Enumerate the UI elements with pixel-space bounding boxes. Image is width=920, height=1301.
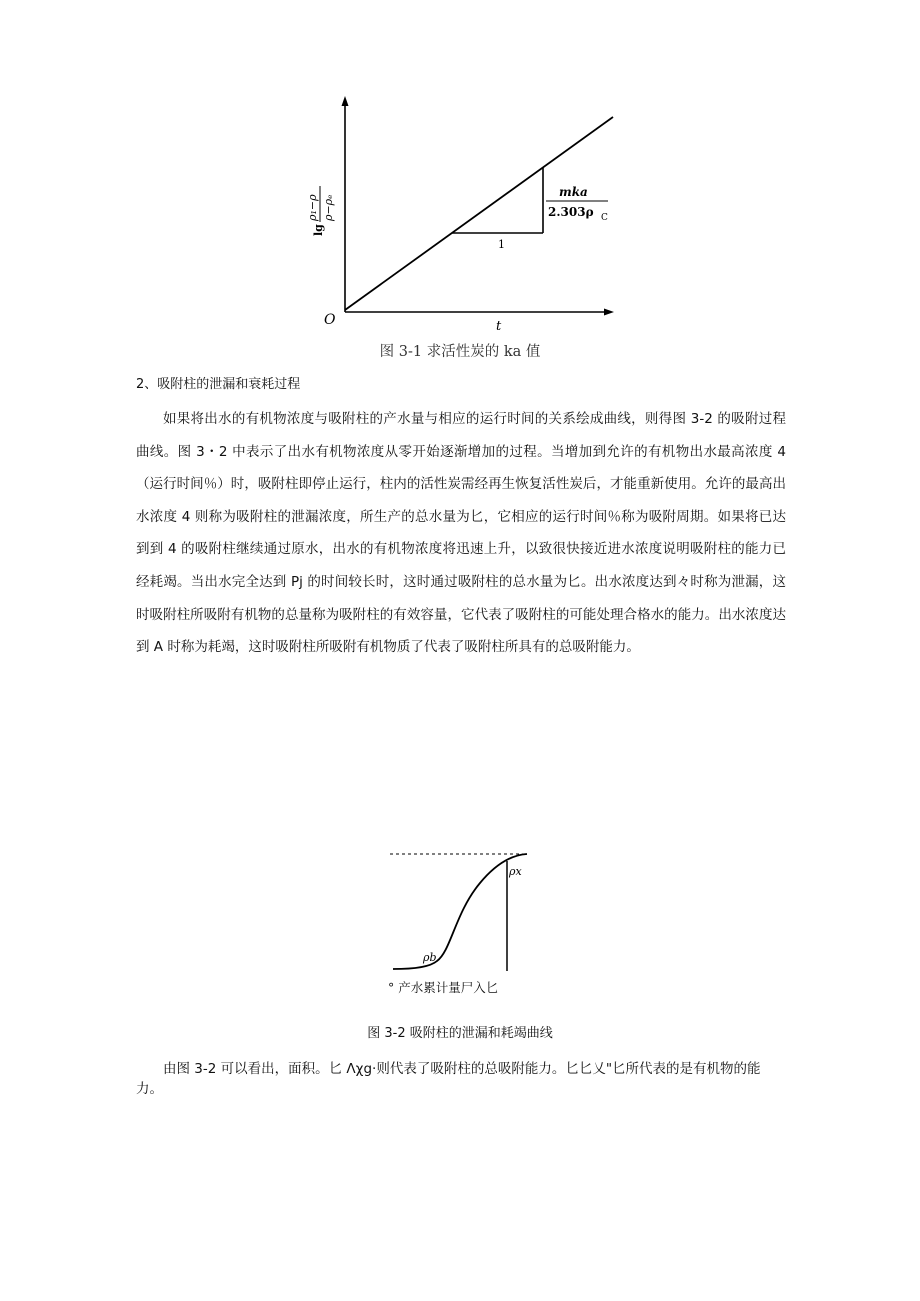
figure-3-2-caption: 图 3-2 吸附柱的泄漏和耗竭曲线 xyxy=(367,1026,553,1041)
slope-run-label: 1 xyxy=(498,238,505,251)
x-axis-label: t xyxy=(496,319,502,334)
y-axis-denominator: ρ−ρₑ xyxy=(322,194,335,221)
figure-3-2-x-label: ° 产水累计量尸入匕 xyxy=(388,980,499,995)
slope-rise-subscript: C xyxy=(601,213,608,223)
svg-text:lg: lg xyxy=(312,224,325,236)
body-paragraph-2: 由图 3-2 可以看出，面积。匕 Λχg·则代表了吸附柱的总吸附能力。匕匕乂"匕所代表的是有机物的能力。 xyxy=(136,1061,761,1097)
slope-rise-numerator: mka xyxy=(559,185,588,199)
origin-label: O xyxy=(324,312,336,328)
figure-3-2 xyxy=(385,843,535,978)
slope-rise-denominator: 2.303ρ xyxy=(548,205,594,219)
figure-3-1-chart xyxy=(290,88,640,338)
figure-3-1-caption: 图 3-1 求活性炭的 ka 值 xyxy=(379,344,541,360)
section-heading: 2、吸附柱的泄漏和衰耗过程 xyxy=(136,377,301,392)
y-axis-numerator: ρ₁−ρ xyxy=(306,194,319,221)
x-axis-arrow xyxy=(604,309,614,316)
rho-b-label: ρb xyxy=(423,951,437,964)
body-paragraph: 如果将出水的有机物浓度与吸附柱的产水量与相应的运行时间的关系绘成曲线，则得图 3-2 的吸附过程曲线。图 3・2 中表示了出水有机物浓度从零开始逐渐增加的过程。当增加到允许的有机物出水最高浓度 4（运行时间％）时，吸附柱即停止运行，柱内的活性炭需经再生恢复活性炭后，才能重新使用。允许的最高出水浓度 4 则称为吸附柱的泄漏浓度，所生产的总水量为匕，它相应的运行时间％称为吸附周期。如果将已达到到 4 的吸附柱继续通过原水，出水的有机物浓度将迅速上升，以致很快接近进水浓度说明吸附柱的能力已经耗竭。当出水完全达到 Pj 的时间较长时，这时通过吸附柱的总水量为匕。出水浓度达到々时称为泄漏，这时吸附柱所吸附有机物的总量称为吸附柱的有效容量，它代表了吸附柱的可能处理合格水的能力。出水浓度达到 A 时称为耗竭，这时吸附柱所吸附有机物质了代表了吸附柱所具有的总吸附能力。 xyxy=(136,411,786,656)
figure-3-2-chart xyxy=(385,843,535,978)
rho-x-label: ρx xyxy=(509,865,522,878)
y-axis-arrow xyxy=(342,96,349,106)
y-axis-label xyxy=(306,186,335,236)
figure-3-1 xyxy=(290,88,640,366)
